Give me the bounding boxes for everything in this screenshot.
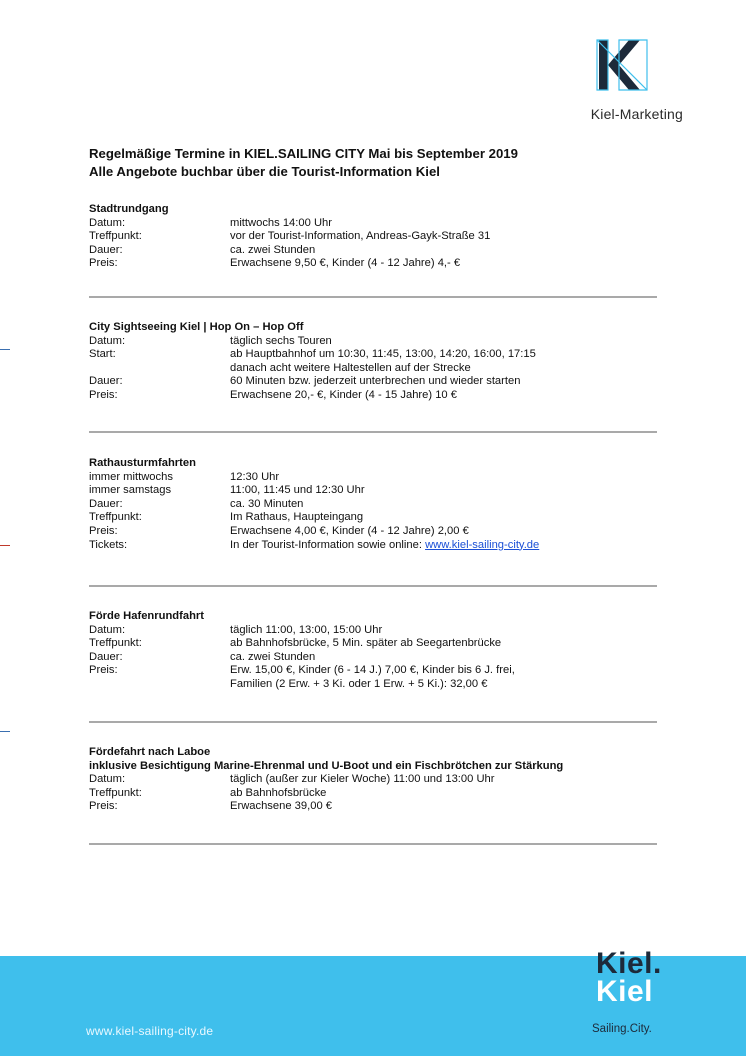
row-value: Erwachsene 39,00 € [230,800,332,813]
heading-line-1: Regelmäßige Termine in KIEL.SAILING CITY Mai bis September 2019 [89,146,518,161]
row-label: immer mittwochs [89,470,173,483]
info-row [89,471,657,485]
info-row [89,664,657,678]
row-value: täglich (außer zur Kieler Woche) 11:00 und 13:00 Uhr [230,773,495,786]
section-divider [89,721,657,723]
row-value: Erwachsene 4,00 €, Kinder (4 - 12 Jahre) 2,00 € [230,524,469,537]
info-row [89,348,657,362]
heading-line-2: Alle Angebote buchbar über die Tourist-Information Kiel [89,164,440,179]
fold-mark [0,349,10,350]
brand-name: Kiel-Marketing [590,106,683,122]
section-foerdefahrt-laboe [89,746,657,814]
row-value: mittwochs 14:00 Uhr [230,216,332,229]
section-divider [89,431,657,433]
row-value: täglich 11:00, 13:00, 15:00 Uhr [230,623,383,636]
row-value: täglich sechs Touren [230,334,332,347]
row-label: Datum: [89,623,126,636]
section-stadtrundgang [89,203,657,271]
row-label: Preis: [89,800,118,813]
info-row [89,230,657,244]
info-row [89,362,657,376]
tickets-link[interactable]: www.kiel-sailing-city.de [425,538,540,551]
row-label: Preis: [89,388,118,401]
footer-url: www.kiel-sailing-city.de [86,1024,214,1038]
row-value: 11:00, 11:45 und 12:30 Uhr [230,484,365,497]
row-value: ca. zwei Stunden [230,650,316,663]
row-value: Erwachsene 20,- €, Kinder (4 - 15 Jahre) 10 € [230,388,457,401]
row-label: Preis: [89,664,118,677]
k-monogram-icon [595,38,651,94]
info-row [89,637,657,651]
row-label: Treffpunkt: [89,230,142,243]
info-row [89,511,657,525]
row-label: Start: [89,348,116,361]
row-value: ab Bahnhofsbrücke [230,786,327,799]
section-subtitle: inklusive Besichtigung Marine-Ehrenmal und U-Boot und ein Fischbrötchen zur Stärkung [89,759,564,772]
row-label: Treffpunkt: [89,637,142,650]
row-value: Erw. 15,00 €, Kinder (6 - 14 J.) 7,00 €, Kinder bis 6 J. frei, [230,664,515,677]
row-label: Preis: [89,257,118,270]
row-value: Erwachsene 9,50 €, Kinder (4 - 12 Jahre) 4,- € [230,257,461,270]
section-divider [89,843,657,845]
section-divider [89,296,657,298]
kiel-marketing-logo [565,38,685,128]
section-rathausturmfahrten [89,457,657,552]
row-value: 12:30 Uhr [230,470,280,483]
row-label: Treffpunkt: [89,511,142,524]
row-value: 60 Minuten bzw. jederzeit unterbrechen und wieder starten [230,375,521,388]
row-value: vor der Tourist-Information, Andreas-Gayk-Straße 31 [230,230,491,243]
section-title: Fördefahrt nach Laboe [89,746,211,758]
info-row [89,498,657,512]
section-title: Förde Hafenrundfahrt [89,610,204,622]
section-city-sightseeing [89,321,657,403]
info-row [89,244,657,258]
section-title: Rathausturmfahrten [89,457,196,469]
info-row [89,335,657,349]
info-row [89,678,657,692]
row-label: Dauer: [89,243,123,256]
row-label: Datum: [89,773,126,786]
logo-wordmark-reflection: Kiel [596,975,654,1008]
row-value [230,539,657,553]
row-value: ab Bahnhofsbrücke, 5 Min. später ab Seegartenbrücke [230,637,502,650]
row-label: Datum: [89,334,126,347]
info-row [89,773,657,787]
tickets-row [89,539,657,553]
row-label: Dauer: [89,497,123,510]
row-value: Familien (2 Erw. + 3 Ki. oder 1 Erw. + 5 Ki.): 32,00 € [230,677,488,690]
kiel-sailing-city-logo [590,948,680,1048]
info-row [89,651,657,665]
logo-wordmark: Kiel. [596,947,662,980]
row-label: Tickets: [89,538,128,551]
info-row [89,800,657,814]
info-row [89,525,657,539]
info-row [89,375,657,389]
document-heading [89,145,518,181]
section-foerde-hafenrundfahrt [89,610,657,692]
section-title: Stadtrundgang [89,203,169,215]
fold-mark [0,731,10,732]
row-label: Dauer: [89,650,123,663]
row-label: Preis: [89,524,118,537]
row-value: ab Hauptbahnhof um 10:30, 11:45, 13:00, 14:20, 16:00, 17:15 [230,348,536,361]
info-row [89,624,657,638]
info-row [89,389,657,403]
row-label: Dauer: [89,375,123,388]
row-value: Im Rathaus, Haupteingang [230,511,364,524]
row-value: ca. 30 Minuten [230,497,304,510]
info-row [89,484,657,498]
info-row [89,787,657,801]
section-divider [89,585,657,587]
info-row [89,217,657,231]
row-value: danach acht weitere Haltestellen auf der Strecke [230,361,471,374]
punch-mark [0,545,10,546]
logo-tagline: Sailing.City. [592,1023,652,1035]
row-value: ca. zwei Stunden [230,243,316,256]
row-label: immer samstags [89,484,172,497]
tickets-text: In der Tourist-Information sowie online: [230,538,426,551]
row-label: Treffpunkt: [89,786,142,799]
row-label: Datum: [89,216,126,229]
section-title: City Sightseeing Kiel | Hop On – Hop Off [89,321,304,333]
info-row [89,257,657,271]
